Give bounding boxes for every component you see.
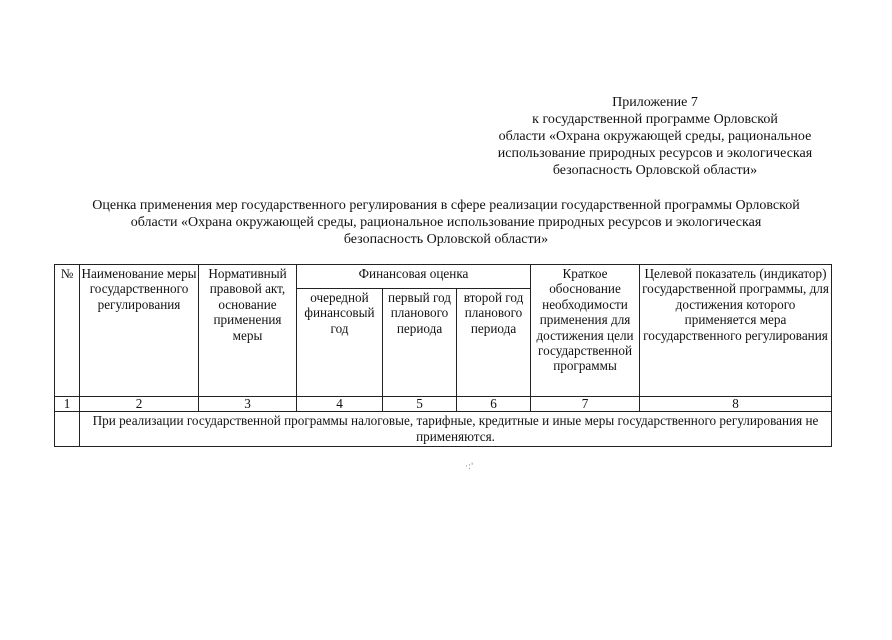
appendix-header [480, 94, 830, 179]
header-second-plan-year: второй год планового периода [457, 289, 531, 397]
appendix-line: области «Охрана окружающей среды, рациональное [498, 129, 812, 144]
column-number: 6 [457, 397, 531, 412]
header-num: № [55, 265, 80, 397]
title-line: области «Охрана окружающей среды, рациональное использование природных ресурсов и экологическая [130, 215, 762, 230]
column-number: 3 [199, 397, 297, 412]
header-justification: Краткое обоснование необходимости применения для достижения цели государственной программы [531, 265, 640, 397]
column-number: 1 [55, 397, 80, 412]
column-number: 2 [80, 397, 199, 412]
title-line: безопасность Орловской области» [343, 232, 549, 247]
appendix-line: Приложение 7 [612, 95, 698, 110]
header-target-indicator: Целевой показатель (индикатор) государственной программы, для достижения которого применяется мера государственного регулирования [640, 265, 832, 397]
scan-speck: ·:' [465, 462, 474, 472]
title-line: Оценка применения мер государственного регулирования в сфере реализации государственной программы Орловской [92, 198, 800, 213]
column-number: 7 [531, 397, 640, 412]
appendix-line: к государственной программе Орловской [532, 112, 778, 127]
note-text: При реализации государственной программы налоговые, тарифные, кредитные и иные меры государственного регулирования не применяются. [80, 412, 832, 447]
appendix-line: использование природных ресурсов и экологическая [497, 146, 813, 161]
header-legal-act: Нормативный правовой акт, основание применения меры [199, 265, 297, 397]
regulation-measures-table [54, 264, 832, 447]
header-first-plan-year: первый год планового периода [383, 289, 457, 397]
note-empty-cell [55, 412, 80, 447]
header-current-year: очередной финансовый год [297, 289, 383, 397]
column-number: 5 [383, 397, 457, 412]
note-row [55, 412, 832, 447]
column-number: 4 [297, 397, 383, 412]
header-row-1 [55, 265, 832, 289]
header-financial-assessment: Финансовая оценка [297, 265, 531, 289]
column-numbers-row [55, 397, 832, 412]
appendix-line: безопасность Орловской области» [552, 163, 758, 178]
document-title [50, 197, 842, 248]
column-number: 8 [640, 397, 832, 412]
header-measure-name: Наименование меры государственного регулирования [80, 265, 199, 397]
